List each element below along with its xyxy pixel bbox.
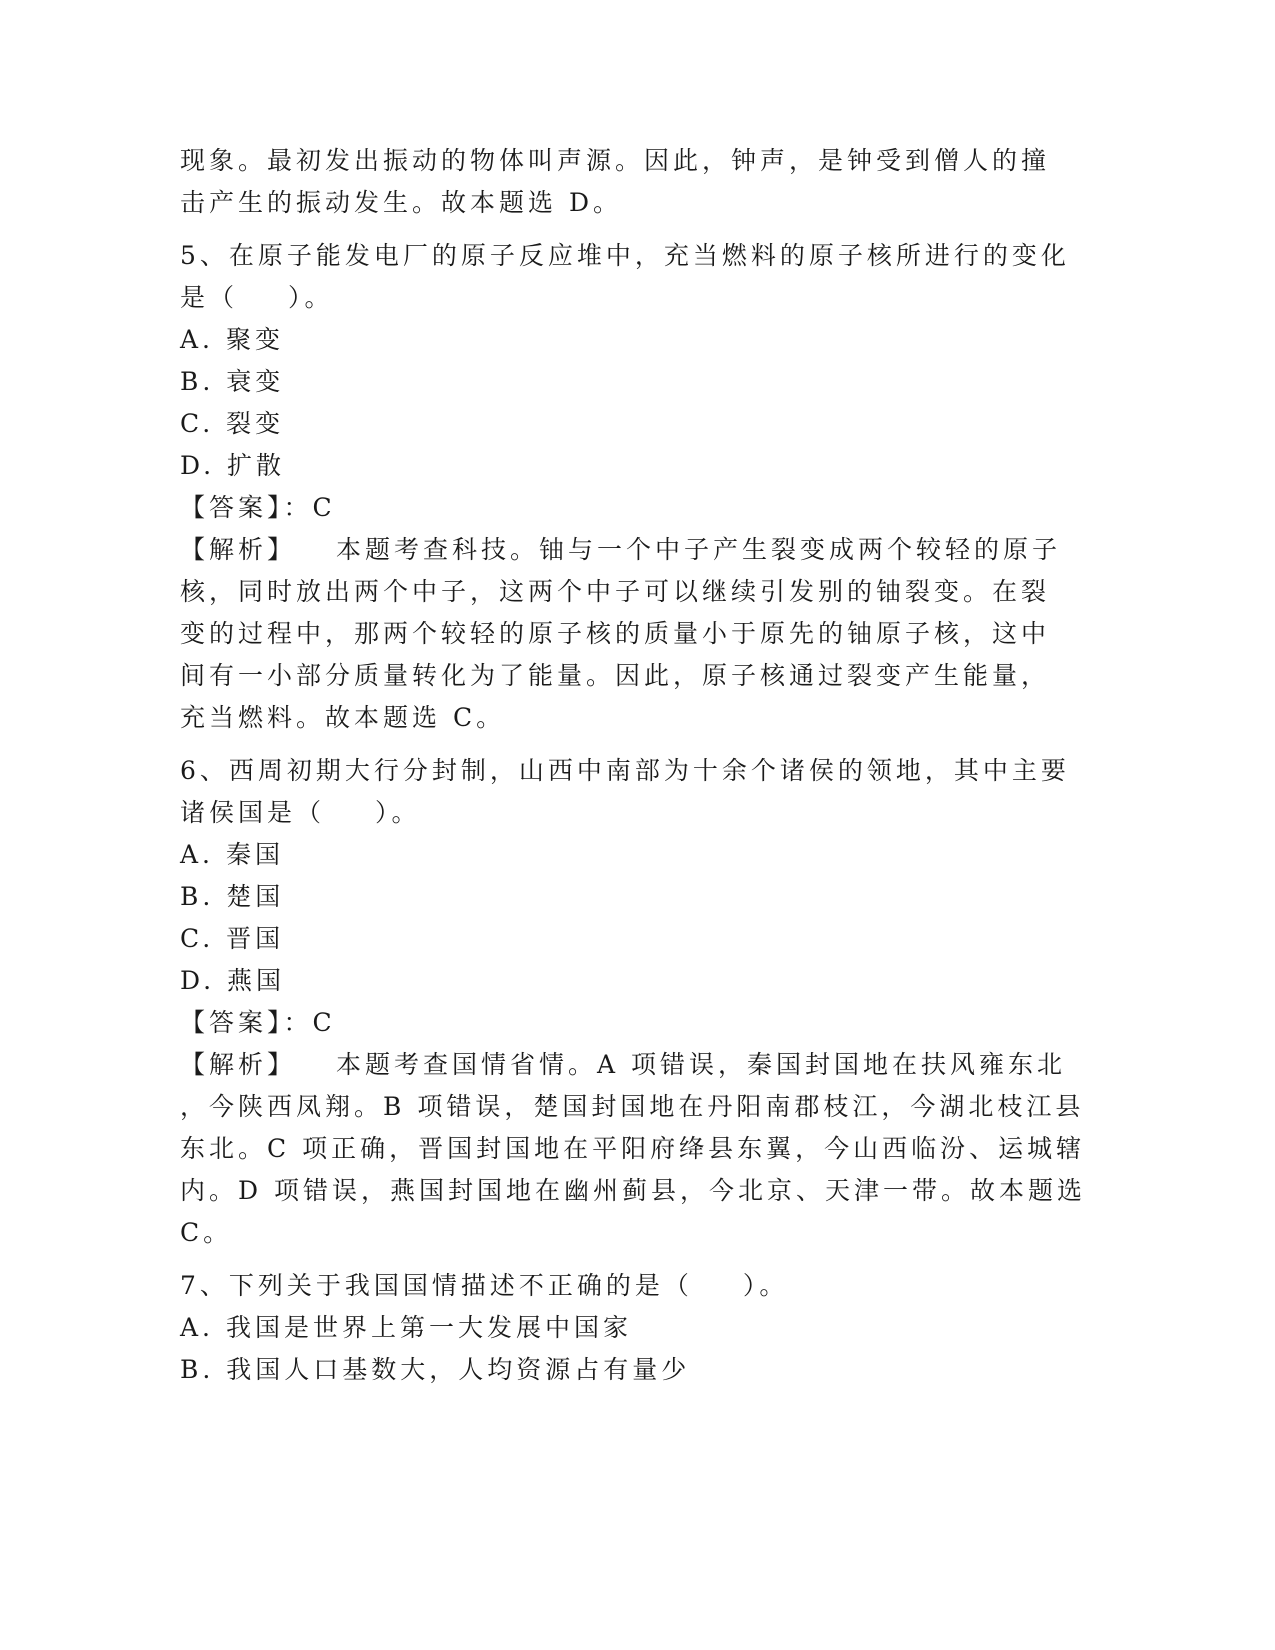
document-page (180, 140, 1086, 1391)
question-stem (180, 792, 1050, 834)
analysis-line: C。 (180, 1218, 233, 1247)
analysis-line (180, 529, 1062, 571)
analysis-label: 【解析】 (180, 535, 297, 564)
analysis-line: 充当燃料。故本题选 C。 (180, 703, 506, 732)
analysis-line (180, 1044, 1067, 1086)
answer-line (180, 1002, 1050, 1044)
answer-line (180, 487, 1050, 529)
stem-text: 诸侯国是（ (180, 798, 326, 827)
analysis-line: 东北。C 项正确，晋国封国地在平阳府绛县东翼，今山西临汾、运城辖 (180, 1134, 1086, 1163)
stem-text: ）。 (742, 1271, 789, 1300)
analysis-line: ，今陕西凤翔。B 项错误，楚国封国地在丹阳南郡枝江，今湖北枝江县 (180, 1092, 1085, 1121)
answer-value: C (312, 1008, 336, 1037)
answer-value: C (312, 493, 336, 522)
analysis-line: 内。D 项错误，燕国封国地在幽州蓟县，今北京、天津一带。故本题选 (180, 1176, 1086, 1205)
option-c: C. 裂变 (180, 409, 285, 438)
answer-label: 【答案】： (180, 1008, 313, 1037)
question-stem: 6、西周初期大行分封制，山西中南部为十余个诸侯的领地，其中主要 (180, 756, 1070, 785)
analysis-label: 【解析】 (180, 1050, 297, 1079)
analysis-text: 本题考查国情省情。A 项错误，秦国封国地在扶风雍东北 (336, 1050, 1067, 1079)
option-b: B. 楚国 (180, 882, 285, 911)
option-c: C. 晋国 (180, 924, 285, 953)
question-5 (180, 235, 1070, 739)
question-stem: 5、在原子能发电厂的原子反应堆中，充当燃料的原子核所进行的变化 (180, 241, 1070, 270)
analysis-text: 本题考查科技。铀与一个中子产生裂变成两个较轻的原子 (336, 535, 1062, 564)
text-line: 击产生的振动发生。故本题选 D。 (180, 188, 622, 217)
stem-text: 是（ (180, 283, 239, 312)
question-stem (180, 1265, 1050, 1307)
option-a: A. 秦国 (180, 840, 284, 869)
option-a: A. 聚变 (180, 325, 284, 354)
analysis-line: 间有一小部分质量转化为了能量。因此，原子核通过裂变产生能量， (180, 661, 1051, 690)
stem-text: ）。 (375, 798, 421, 827)
text-line: 现象。最初发出振动的物体叫声源。因此，钟声，是钟受到僧人的撞 (180, 146, 1051, 175)
option-a: A. 我国是世界上第一大发展中国家 (180, 1313, 632, 1342)
stem-text: ）。 (288, 283, 334, 312)
option-b: B. 衰变 (180, 367, 285, 396)
question-stem (180, 277, 1050, 319)
option-d: D. 扩散 (180, 451, 286, 480)
question-6 (180, 750, 1086, 1254)
analysis-line: 变的过程中，那两个较轻的原子核的质量小于原先的铀原子核，这中 (180, 619, 1051, 648)
option-d: D. 燕国 (180, 966, 286, 995)
option-b: B. 我国人口基数大，人均资源占有量少 (180, 1355, 691, 1384)
analysis-line: 核，同时放出两个中子，这两个中子可以继续引发别的铀裂变。在裂 (180, 577, 1051, 606)
stem-text: 7、下列关于我国国情描述不正确的是（ (180, 1271, 693, 1300)
question-7 (180, 1265, 1050, 1391)
previous-analysis-continuation (180, 140, 1050, 224)
answer-label: 【答案】： (180, 493, 313, 522)
